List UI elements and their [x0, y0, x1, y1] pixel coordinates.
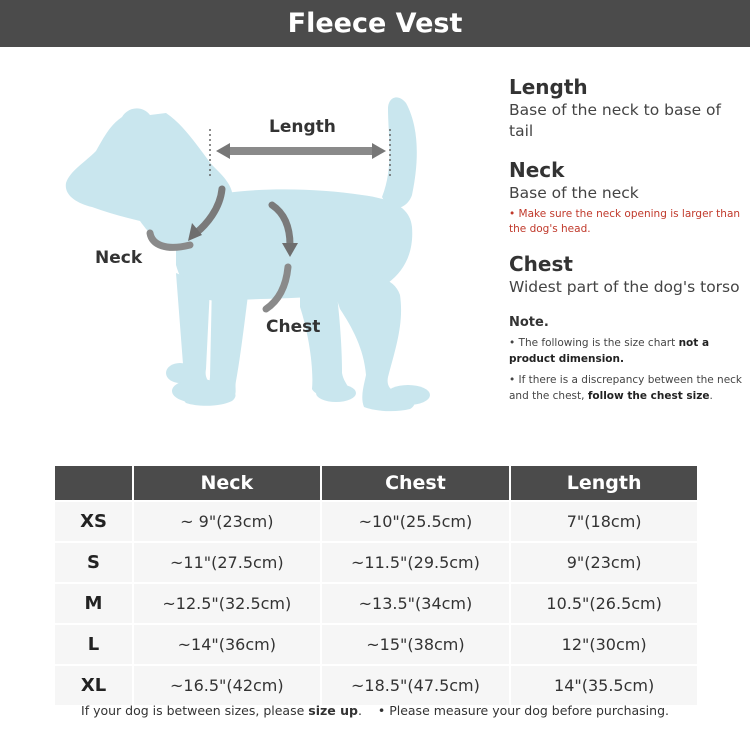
dog-silhouette-graphic	[0, 47, 500, 437]
size-chart-table	[55, 466, 697, 705]
table-row	[55, 500, 697, 541]
size-cell: XL	[55, 664, 132, 705]
chest-cell: ~10"(25.5cm)	[320, 500, 510, 541]
legend-desc: Base of the neck	[509, 184, 639, 202]
size-cell: L	[55, 623, 132, 664]
table-header-row	[55, 466, 697, 500]
length-cell: 12"(30cm)	[509, 623, 697, 664]
footer-note: If your dog is between sizes, please size up. • Please measure your dog before purchasing.	[81, 703, 669, 718]
neck-cell: ~ 9"(23cm)	[132, 500, 320, 541]
table-row	[55, 664, 697, 705]
neck-cell: ~12.5"(32.5cm)	[132, 582, 320, 623]
diagram-length-label: Length	[269, 117, 336, 137]
diagram-neck-label: Neck	[95, 248, 143, 268]
neck-cell: ~11"(27.5cm)	[132, 541, 320, 582]
legend-item-neck	[509, 157, 744, 237]
note-item-2: • If there is a discrepancy between the neck and the chest, follow the chest size.	[509, 374, 743, 402]
chest-cell: ~15"(38cm)	[320, 623, 510, 664]
legend-desc: Widest part of the dog's torso	[509, 277, 740, 296]
length-cell: 10.5"(26.5cm)	[509, 582, 697, 623]
length-cell: 9"(23cm)	[509, 541, 697, 582]
size-cell: M	[55, 582, 132, 623]
size-cell: XS	[55, 500, 132, 541]
neck-cell: ~16.5"(42cm)	[132, 664, 320, 705]
neck-cell: ~14"(36cm)	[132, 623, 320, 664]
legend-title: Neck	[509, 158, 565, 182]
length-cell: 7"(18cm)	[509, 500, 697, 541]
length-arrow	[216, 143, 386, 159]
neck-warning: • Make sure the neck opening is larger than the dog's head.	[509, 207, 741, 235]
diagram-chest-label: Chest	[266, 317, 321, 337]
table-row	[55, 541, 697, 582]
table-row	[55, 582, 697, 623]
note-item-1: • The following is the size chart not a product dimension.	[509, 337, 710, 365]
chest-cell: ~11.5"(29.5cm)	[320, 541, 510, 582]
page-header	[0, 0, 750, 47]
table-header-neck: Neck	[132, 466, 320, 500]
legend-title: Length	[509, 75, 588, 99]
legend-desc: Base of the neck to base of tail	[509, 101, 721, 140]
measurement-legend	[509, 74, 744, 404]
legend-item-chest	[509, 251, 744, 298]
table-row	[55, 623, 697, 664]
dog-measurement-diagram	[0, 47, 500, 437]
length-cell: 14"(35.5cm)	[509, 664, 697, 705]
table-header-chest: Chest	[320, 466, 510, 500]
table-header-blank	[55, 466, 132, 500]
chest-cell: ~13.5"(34cm)	[320, 582, 510, 623]
legend-item-length	[509, 74, 744, 141]
size-cell: S	[55, 541, 132, 582]
note-title: Note.	[509, 315, 549, 330]
chest-cell: ~18.5"(47.5cm)	[320, 664, 510, 705]
table-header-length: Length	[509, 466, 697, 500]
legend-title: Chest	[509, 251, 573, 276]
page-title: Fleece Vest	[287, 8, 463, 39]
